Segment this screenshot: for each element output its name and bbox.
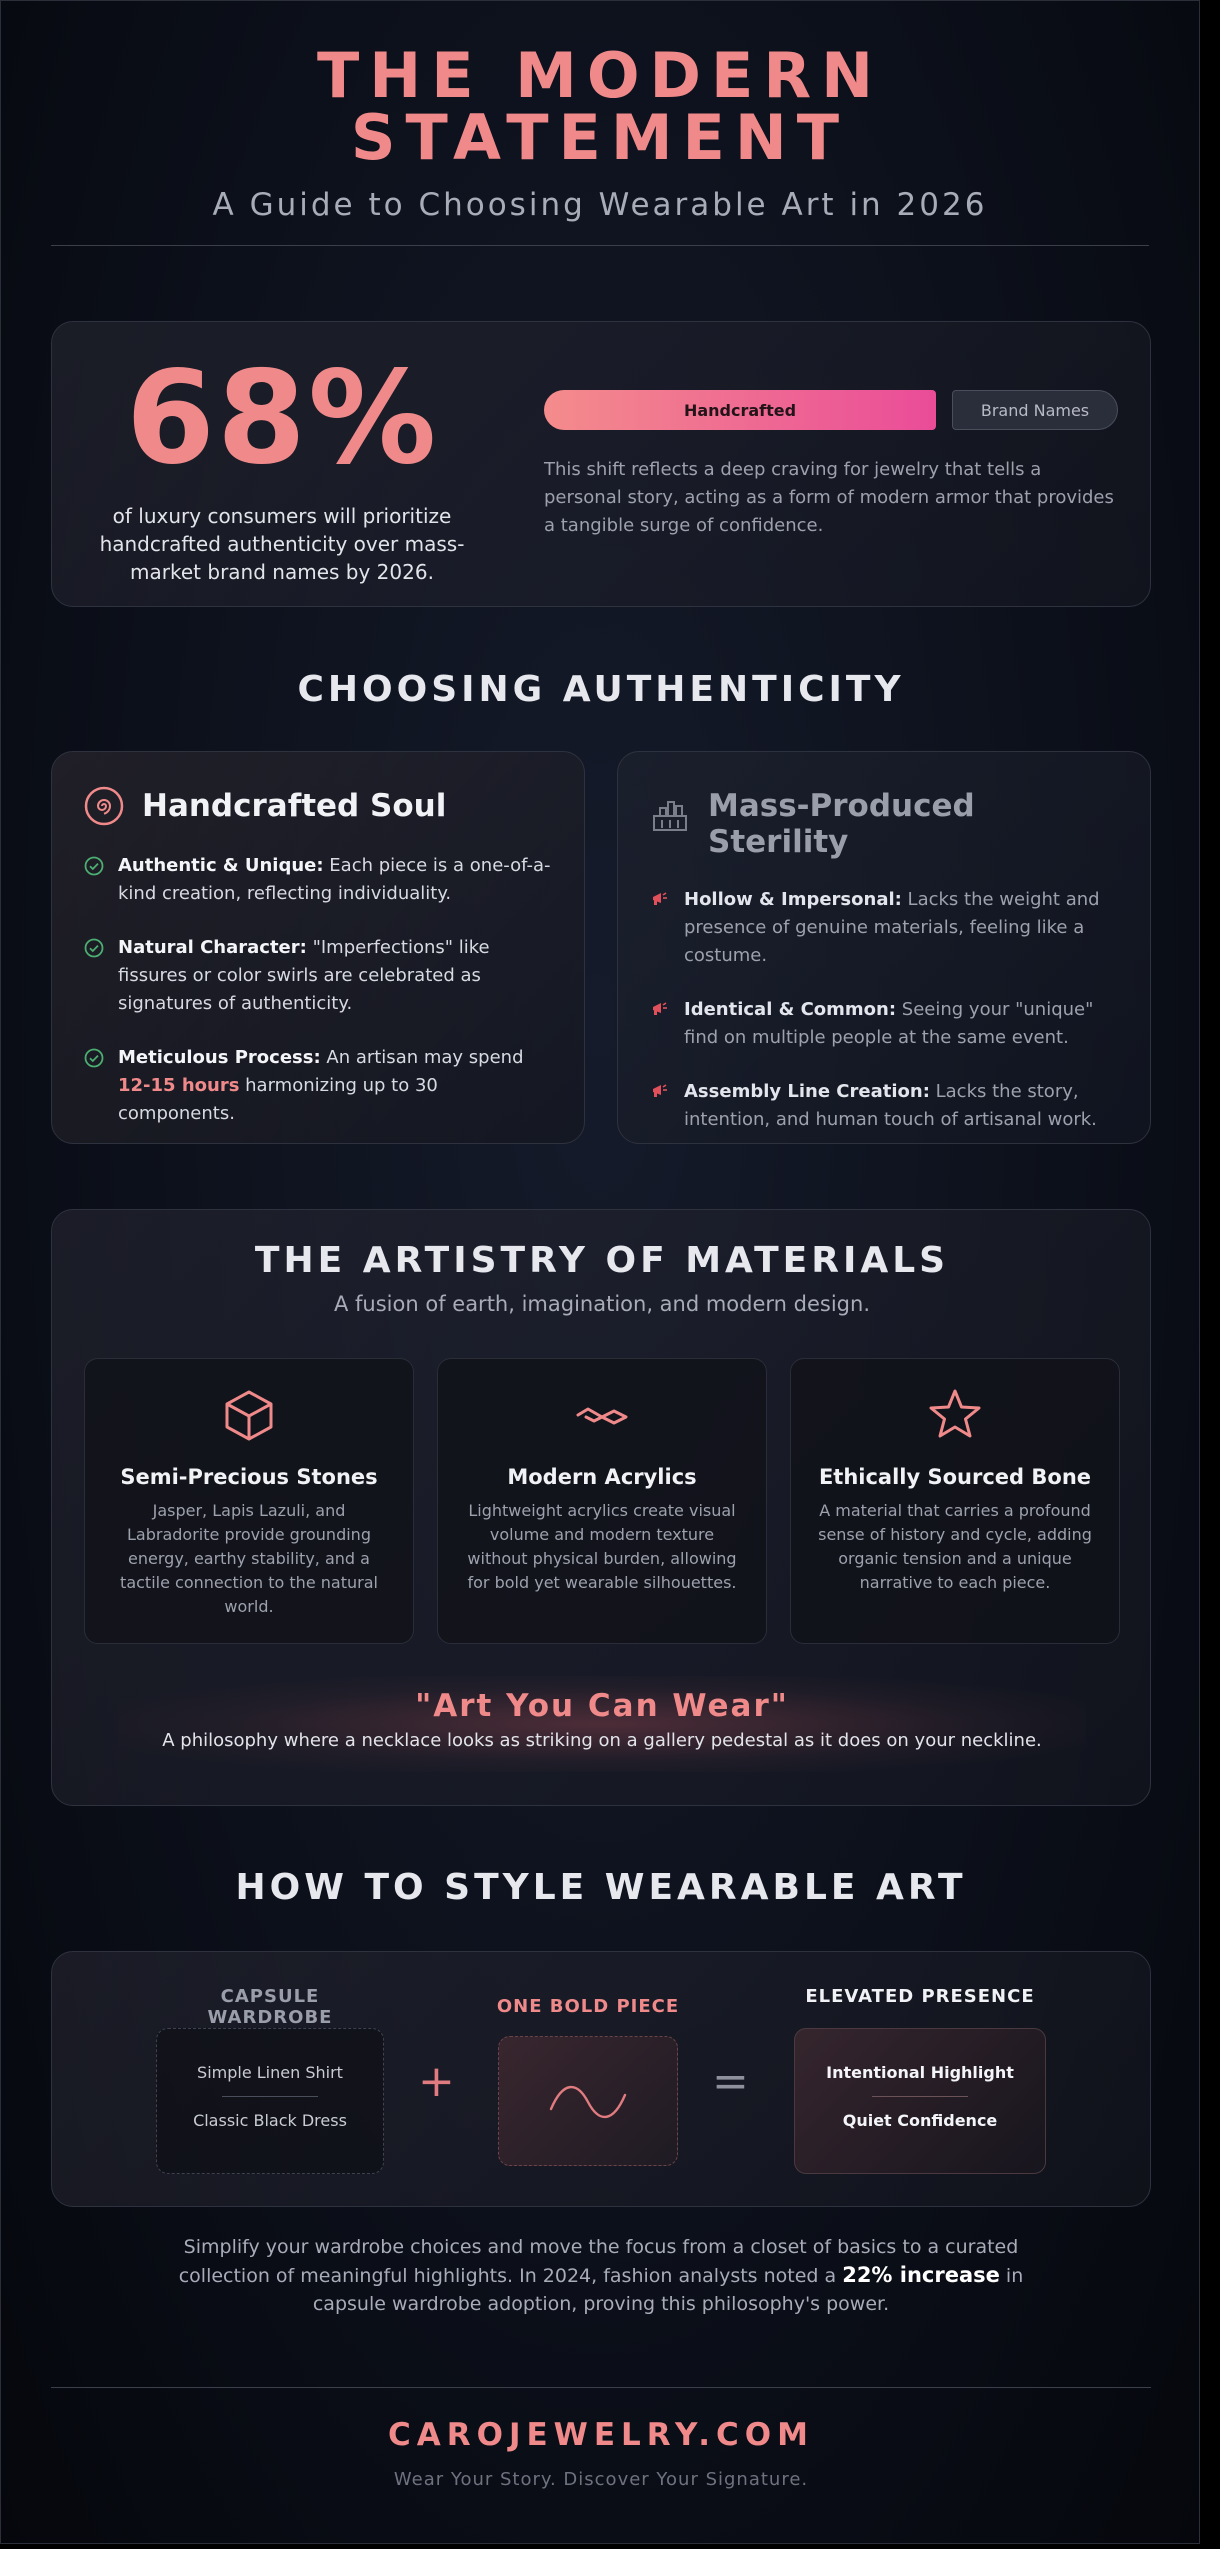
handcrafted-item (84, 1044, 552, 1128)
quote-band (118, 1676, 1086, 1772)
spiral-badge-icon (84, 786, 124, 826)
capsule-item: Classic Black Dress (193, 2111, 347, 2130)
megaphone-icon (650, 1082, 670, 1100)
header-divider (51, 245, 1149, 246)
quote-description: A philosophy where a necklace looks as striking on a gallery pedestal as it does on your neckline. (162, 1730, 1042, 1751)
capsule-item: Simple Linen Shirt (197, 2063, 343, 2082)
material-name: Ethically Sourced Bone (818, 1465, 1092, 1489)
megaphone-icon (650, 890, 670, 908)
main-title (1, 39, 1199, 174)
elevated-label: ELEVATED PRESENCE (805, 1986, 1035, 2007)
material-card-stones (84, 1358, 414, 1644)
bold-piece-box (498, 2036, 678, 2166)
header (1, 1, 1199, 223)
mass-item-text: Identical & Common: Seeing your "unique" find on multiple people at the same event. (684, 999, 1094, 1048)
footer-divider (51, 2387, 1151, 2388)
mass-item-text: Hollow & Impersonal: Lacks the weight and presence of genuine materials, feeling like a costume. (684, 889, 1100, 966)
mass-produced-card (617, 751, 1151, 1144)
check-circle-icon (84, 1048, 104, 1068)
stats-left (52, 322, 512, 606)
materials-section (51, 1209, 1151, 1806)
mass-title: Mass-Produced Sterility (708, 788, 975, 860)
mass-item (650, 1078, 1118, 1134)
stats-right (512, 322, 1150, 606)
section-title-styling: HOW TO STYLE WEARABLE ART (235, 1867, 967, 1908)
elevated-item: Quiet Confidence (842, 2111, 998, 2130)
elevated-separator (872, 2096, 968, 2097)
materials-subtitle: A fusion of earth, imagination, and modern design. (334, 1292, 870, 1316)
megaphone-icon (650, 1000, 670, 1018)
bar-handcrafted: Handcrafted (544, 390, 936, 430)
footer-brand-link[interactable]: CAROJEWELRY.COM (387, 2417, 815, 2453)
quote-title: "Art You Can Wear" (415, 1688, 789, 1724)
comparison-bar (544, 390, 1118, 430)
mass-item (650, 886, 1118, 970)
material-desc: Jasper, Lapis Lazuli, and Labradorite provide grounding energy, earthy stability, and a tactile connection to the natural world. (120, 1501, 378, 1616)
material-desc: A material that carries a profound sense of history and cycle, adding organic tension and a unique narrative to each piece. (818, 1501, 1092, 1592)
stats-card (51, 321, 1151, 607)
mass-item-text: Assembly Line Creation: Lacks the story, intention, and human touch of artisanal work. (684, 1081, 1097, 1130)
material-name: Modern Acrylics (507, 1465, 697, 1489)
capsule-label: CAPSULE WARDROBE (207, 1986, 333, 2028)
handcrafted-item-text: Meticulous Process: An artisan may spend 12-15 hours harmonizing up to 30 components. (118, 1047, 524, 1124)
section-title-choosing: CHOOSING AUTHENTICITY (297, 669, 905, 710)
wave-icon (543, 2077, 633, 2127)
styling-description: Simplify your wardrobe choices and move the focus from a closet of basics to a curated collection of meaningful highlights. In 2024, fashion analysts noted a 22% increase in capsule wardrobe adoption, proving this philosophy's power. (178, 2236, 1024, 2315)
big-stat: 68% (125, 344, 439, 493)
ribbon-icon (574, 1387, 630, 1443)
material-card-bone (790, 1358, 1120, 1644)
main-title-line1: THE MODERN (317, 39, 883, 112)
mass-card-head (650, 786, 1118, 860)
handcrafted-card-head (84, 786, 552, 826)
stat-caption: of luxury consumers will prioritize handcrafted authenticity over mass-market brand names by 2026. (99, 504, 465, 584)
handcrafted-item (84, 934, 552, 1018)
handcrafted-title: Handcrafted Soul (142, 788, 447, 824)
star-icon (927, 1387, 983, 1443)
equals-icon: = (712, 2056, 749, 2107)
handcrafted-item-text: Natural Character: "Imperfections" like fissures or color swirls are celebrated as signatures of authenticity. (118, 937, 490, 1014)
hours-highlight: 12-15 hours (118, 1075, 240, 1096)
cube-icon (221, 1387, 277, 1443)
plus-icon: + (418, 2056, 455, 2107)
main-title-line2: STATEMENT (350, 101, 850, 174)
mass-item (650, 996, 1118, 1052)
handcrafted-item-text: Authentic & Unique: Each piece is a one-of-a-kind creation, reflecting individuality. (118, 855, 551, 904)
subtitle: A Guide to Choosing Wearable Art in 2026 (212, 187, 988, 223)
handcrafted-item (84, 852, 552, 908)
bold-piece-label: ONE BOLD PIECE (496, 1996, 680, 2017)
styling-card (51, 1951, 1151, 2207)
material-desc: Lightweight acrylics create visual volume and modern texture without physical burden, allowing for bold yet wearable silhouettes. (467, 1501, 737, 1592)
elevated-item: Intentional Highlight (826, 2063, 1014, 2082)
section-title-materials: THE ARTISTRY OF MATERIALS (254, 1240, 950, 1281)
factory-icon (650, 794, 690, 834)
material-name: Semi-Precious Stones (120, 1465, 378, 1489)
bar-brand-names: Brand Names (952, 390, 1118, 430)
increase-highlight: 22% increase (842, 2263, 1000, 2287)
handcrafted-card (51, 751, 585, 1144)
footer-tagline: Wear Your Story. Discover Your Signature. (393, 2469, 809, 2490)
check-circle-icon (84, 856, 104, 876)
check-circle-icon (84, 938, 104, 958)
capsule-box (156, 2028, 384, 2174)
material-card-acrylics (437, 1358, 767, 1644)
capsule-separator (222, 2096, 318, 2097)
elevated-box (794, 2028, 1046, 2174)
stat-description: This shift reflects a deep craving for jewelry that tells a personal story, acting as a form of modern armor that provides a tangible surge of confidence. (544, 459, 1114, 536)
